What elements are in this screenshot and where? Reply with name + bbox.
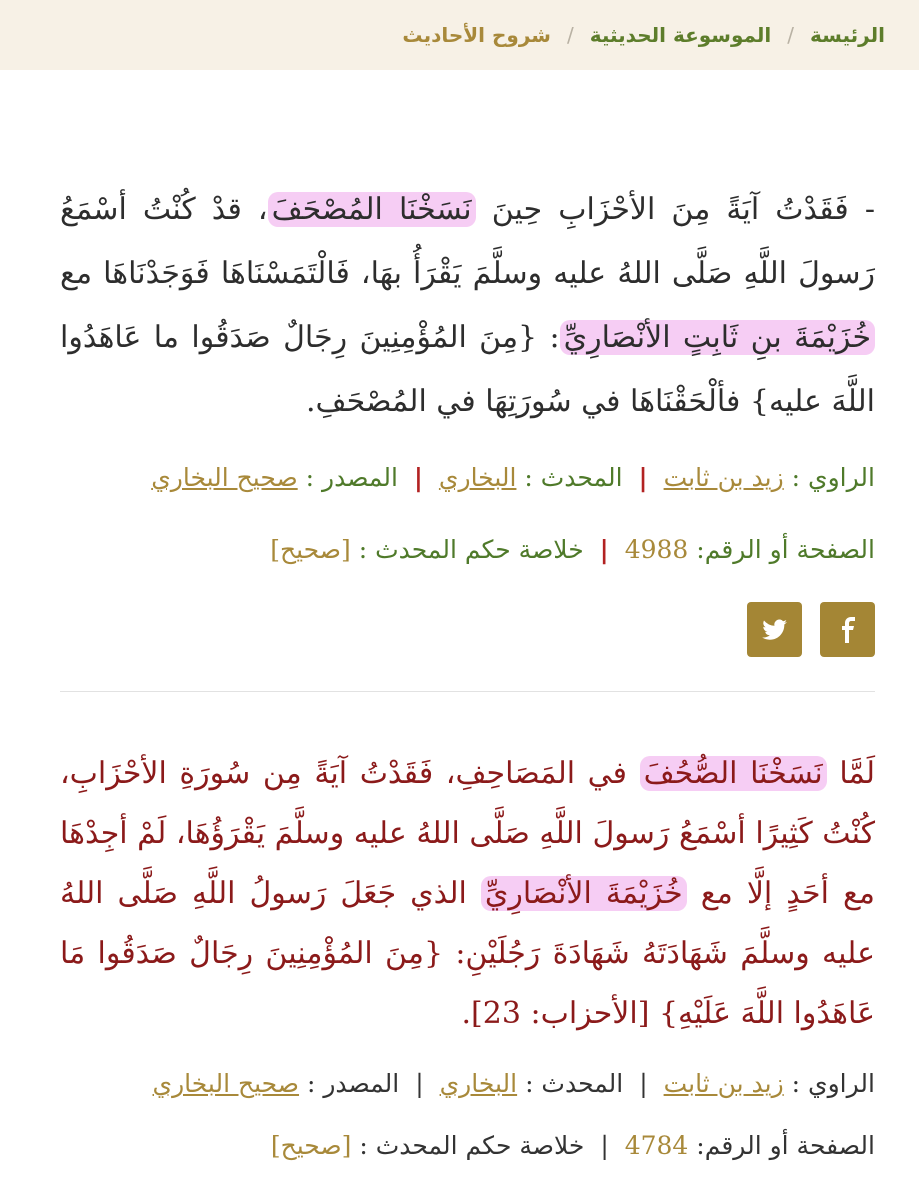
hadith-divider	[60, 691, 875, 692]
hadith-ruling-info	[60, 1126, 875, 1166]
info-separator: |	[639, 1069, 648, 1098]
hadith-highlight: نَسَخْنَا المُصْحَفَ	[268, 192, 476, 227]
hadith-highlight: خُزَيْمَةَ بنِ ثَابِتٍ الأنْصَارِيِّ	[560, 320, 875, 355]
hadith-ruling-info	[60, 530, 875, 570]
hadith-text-segment: الذي جَعَلَ رَسولُ اللَّهِ صَلَّى اللهُ عليه وسلَّمَ شَهَادَتَهُ شَهَادَةَ رَجُلَيْنِ: {مِنَ المُؤْمِنِينَ رِجَالٌ صَدَقُوا مَا عَاهَدُوا اللَّهَ عَلَيْهِ} [الأحزاب: 23].	[60, 876, 875, 1031]
ruling-label: خلاصة حكم المحدث :	[358, 535, 584, 564]
hadith-narration-info	[60, 458, 875, 498]
muhaddith-label: المحدث :	[525, 1069, 624, 1098]
ruling-value: [صحيح]	[270, 1131, 352, 1160]
page-number: 4988	[624, 535, 689, 564]
hadith-highlight: خُزَيْمَةَ الأنْصَارِيِّ	[481, 876, 687, 911]
breadcrumb-encyclopedia[interactable]: الموسوعة الحديثية	[589, 23, 772, 47]
hadith-text	[60, 178, 875, 434]
muhaddith-link[interactable]: البخاري	[439, 1069, 518, 1098]
narrator-label: الراوي :	[791, 1069, 875, 1098]
breadcrumb-separator: /	[566, 23, 574, 47]
hadith-text	[60, 744, 875, 1044]
info-separator: |	[413, 463, 423, 492]
breadcrumb-home[interactable]: الرئيسة	[810, 23, 885, 47]
source-link[interactable]: صحيح البخاري	[152, 1069, 300, 1098]
facebook-share-button[interactable]	[820, 602, 875, 657]
muhaddith-label: المحدث :	[524, 463, 623, 492]
twitter-share-button[interactable]	[747, 602, 802, 657]
breadcrumb-hadith-explanations[interactable]: شروح الأحاديث	[402, 23, 551, 47]
info-separator: |	[638, 463, 648, 492]
hadith-narration-info	[60, 1064, 875, 1104]
narrator-link[interactable]: زيد بن ثابت	[663, 463, 784, 492]
page-number: 4784	[624, 1131, 689, 1160]
info-separator: |	[599, 535, 609, 564]
info-separator: |	[600, 1131, 609, 1160]
facebook-icon	[837, 617, 859, 643]
hadith-text-segment: : {مِنَ المُؤْمِنِينَ رِجَالٌ صَدَقُوا ما عَاهَدُوا اللَّهَ عليه} فألْحَقْنَاهَا في سُورَتِهَا في المُصْحَفِ.	[60, 320, 875, 419]
breadcrumb	[0, 0, 919, 70]
share-buttons	[0, 602, 875, 657]
info-separator: |	[415, 1069, 424, 1098]
hadith-highlight: نَسَخْنَا الصُّحُفَ	[640, 756, 827, 791]
page-label: الصفحة أو الرقم:	[696, 535, 875, 564]
twitter-icon	[762, 619, 788, 641]
ruling-value: [صحيح]	[270, 535, 351, 564]
ruling-label: خلاصة حكم المحدث :	[359, 1131, 585, 1160]
narrator-label: الراوي :	[791, 463, 875, 492]
narrator-link[interactable]: زيد بن ثابت	[663, 1069, 784, 1098]
source-label: المصدر :	[306, 1069, 400, 1098]
muhaddith-link[interactable]: البخاري	[438, 463, 517, 492]
source-label: المصدر :	[305, 463, 398, 492]
source-link[interactable]: صحيح البخاري	[151, 463, 298, 492]
breadcrumb-separator: /	[787, 23, 795, 47]
hadith-text-segment: لَمَّا	[826, 756, 875, 791]
page-label: الصفحة أو الرقم:	[696, 1131, 875, 1160]
hadith-text-segment: في المَصَاحِفِ، فَقَدْتُ آيَةً مِن سُورَةِ الأحْزَابِ، كُنْتُ كَثِيرًا أسْمَعُ رَسولَ اللَّهِ صَلَّى اللهُ عليه وسلَّمَ يَقْرَؤُهَا، لَمْ أجِدْهَا مع أحَدٍ إلَّا مع	[60, 756, 875, 911]
hadith-text-segment: ، قدْ كُنْتُ أسْمَعُ رَسولَ اللَّهِ صَلَّى اللهُ عليه وسلَّمَ يَقْرَأُ بهَا، فَالْتَمَسْنَاهَا فَوَجَدْنَاهَا مع	[60, 192, 875, 291]
hadith-text-segment: - فَقَدْتُ آيَةً مِنَ الأحْزَابِ حِينَ	[475, 192, 875, 227]
